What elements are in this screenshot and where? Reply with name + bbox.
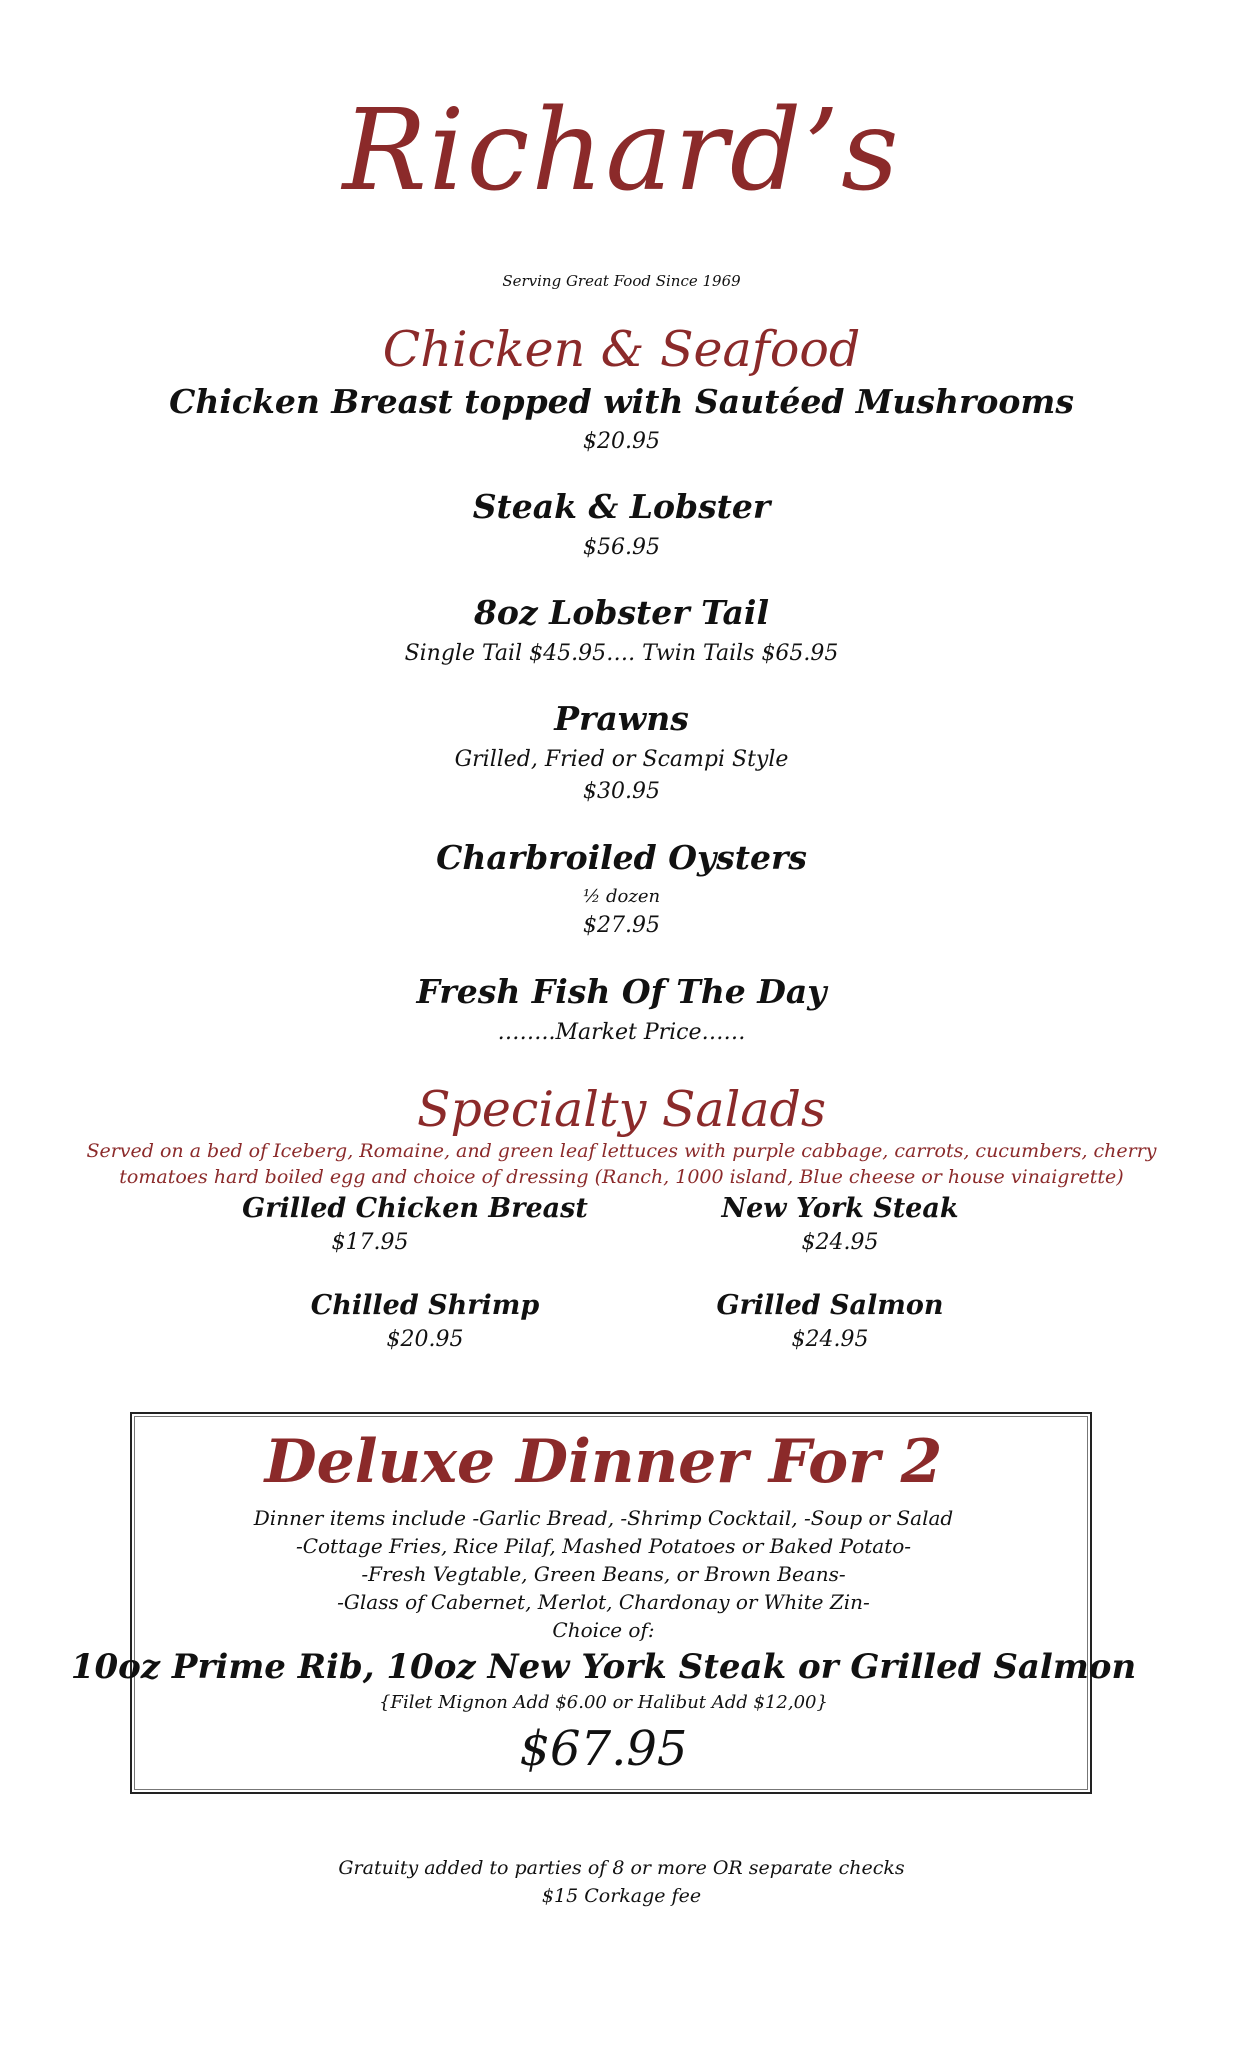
salad-item-name: Grilled Salmon — [716, 1290, 944, 1321]
salad-description: tomatoes hard boiled egg and choice of dressing (Ranch, 1000 island, Blue cheese or house vinaigrette) — [119, 1166, 1124, 1188]
menu-item-price: ……..Market Price…… — [497, 1020, 746, 1045]
menu-item-price: $27.95 — [583, 913, 660, 938]
menu-item-detail: Grilled, Fried or Scampi Style — [454, 747, 789, 772]
salad-item-price: $17.95 — [331, 1230, 409, 1255]
salad-item — [640, 1195, 1040, 1254]
menu-item-name: Steak & Lobster — [472, 487, 771, 526]
menu-item-detail: ½ dozen — [582, 886, 661, 907]
deluxe-dinner-addons: {Filet Mignon Add $6.00 or Halibut Add $12,00} — [379, 1692, 828, 1713]
deluxe-dinner-price: $67.95 — [519, 1721, 688, 1777]
deluxe-dinner-line: Choice of: — [552, 1618, 655, 1642]
salad-item — [215, 1195, 615, 1254]
deluxe-dinner-main-choice: 10oz Prime Rib, 10oz New York Steak or Grilled Salmon — [70, 1647, 1137, 1687]
deluxe-dinner-title: Deluxe Dinner For 2 — [264, 1427, 943, 1497]
menu-item-name: Fresh Fish Of The Day — [416, 972, 827, 1011]
menu-item-price: $20.95 — [583, 429, 660, 454]
gratuity-note: Gratuity added to parties of 8 or more OR separate checks — [338, 1857, 905, 1879]
deluxe-dinner-line: Dinner items include -Garlic Bread, -Shrimp Cocktail, -Soup or Salad — [253, 1506, 954, 1530]
menu-item-name: 8oz Lobster Tail — [473, 593, 770, 632]
section-title-chicken-seafood: Chicken & Seafood — [382, 321, 861, 378]
menu-item-name: Chicken Breast topped with Sautéed Mushrooms — [169, 382, 1074, 421]
salad-item-name: Chilled Shrimp — [310, 1290, 540, 1321]
deluxe-dinner-line: -Cottage Fries, Rice Pilaf, Mashed Potatoes or Baked Potato- — [295, 1534, 912, 1558]
menu-item-price: $56.95 — [583, 535, 660, 560]
menu-item-name: Charbroiled Oysters — [436, 838, 807, 877]
salad-item — [630, 1292, 1030, 1351]
menu-item-name: Prawns — [554, 699, 689, 738]
salad-item-price: $20.95 — [386, 1327, 464, 1352]
salad-description: Served on a bed of Iceberg, Romaine, and green leaf lettuces with purple cabbage, carrots, cucumbers, cherry — [86, 1140, 1157, 1162]
restaurant-logo: Richard’s — [342, 86, 901, 216]
salad-item — [225, 1292, 625, 1351]
deluxe-dinner-line: -Glass of Cabernet, Merlot, Chardonay or White Zin- — [337, 1590, 870, 1614]
section-title-specialty-salads: Specialty Salads — [416, 1081, 827, 1138]
menu-item-price: Single Tail $45.95…. Twin Tails $65.95 — [404, 641, 839, 666]
salad-item-name: New York Steak — [721, 1193, 959, 1224]
deluxe-dinner-line: -Fresh Vegtable, Green Beans, or Brown Beans- — [361, 1562, 846, 1586]
tagline: Serving Great Food Since 1969 — [502, 272, 741, 290]
salad-item-name: Grilled Chicken Breast — [242, 1193, 588, 1224]
salad-item-price: $24.95 — [791, 1327, 869, 1352]
corkage-note: $15 Corkage fee — [541, 1885, 702, 1907]
menu-item-price: $30.95 — [583, 779, 660, 804]
salad-item-price: $24.95 — [801, 1230, 879, 1255]
